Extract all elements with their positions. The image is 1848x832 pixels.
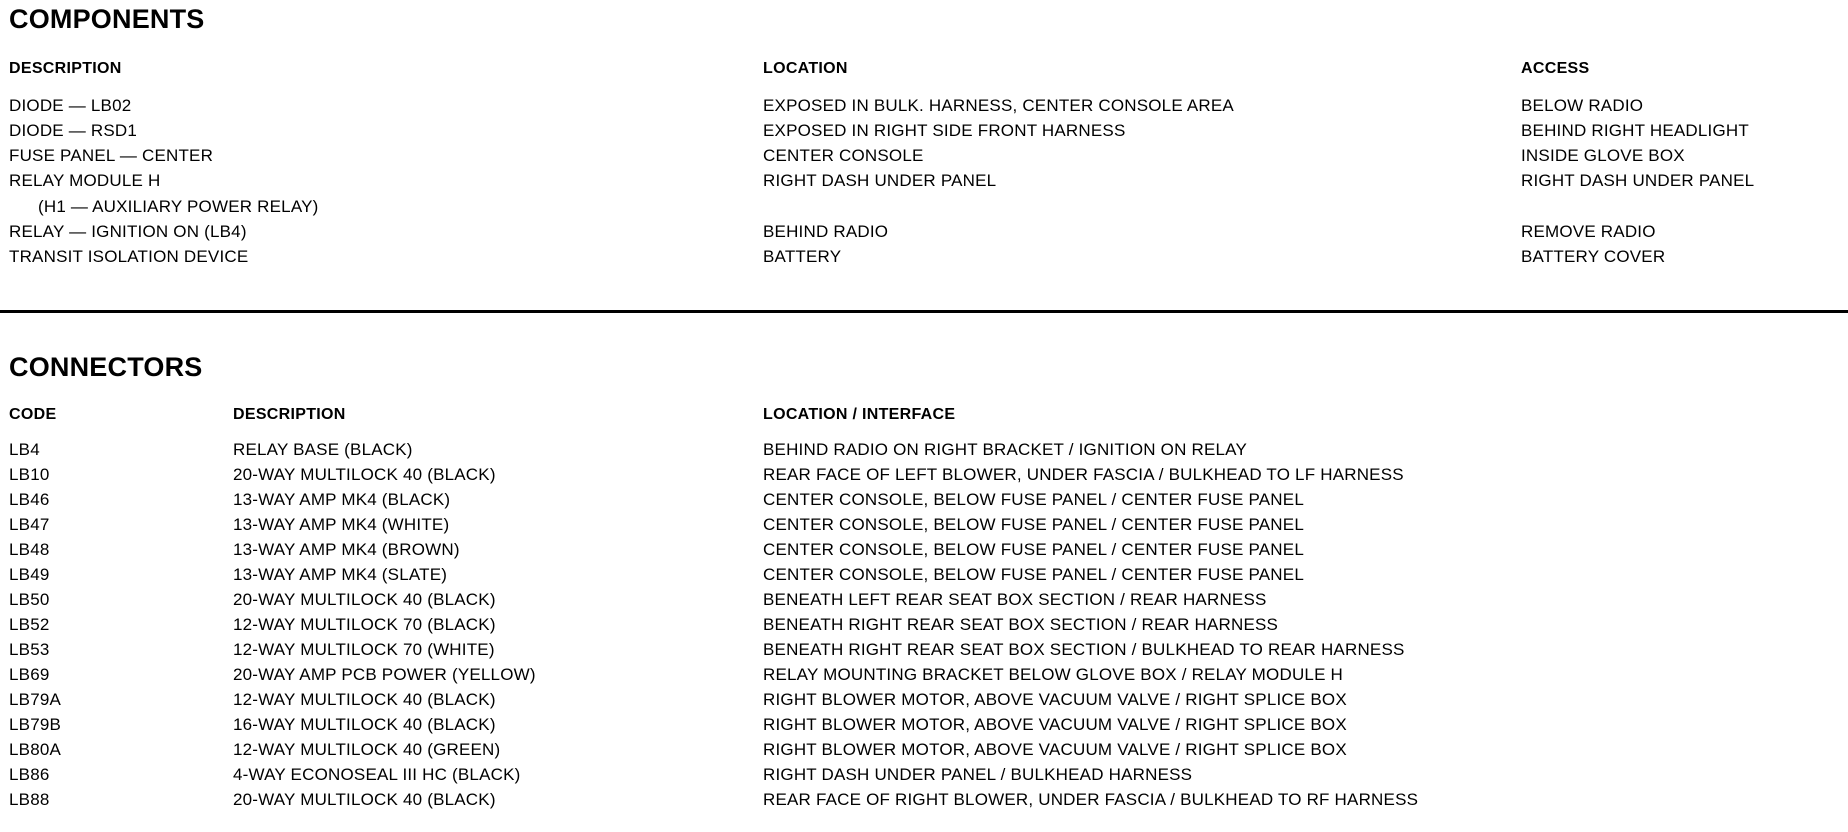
connector-location: RIGHT BLOWER MOTOR, ABOVE VACUUM VALVE / RIGHT SPLICE BOX <box>763 690 1347 709</box>
component-access: BATTERY COVER <box>1521 247 1666 266</box>
component-description: TRANSIT ISOLATION DEVICE <box>9 247 249 266</box>
section-divider <box>0 310 1848 313</box>
components-header-description: DESCRIPTION <box>9 60 122 77</box>
connector-code: LB10 <box>9 465 50 484</box>
connector-code: LB48 <box>9 540 50 559</box>
connector-description: 20-WAY MULTILOCK 40 (BLACK) <box>233 590 496 609</box>
connector-location: RIGHT BLOWER MOTOR, ABOVE VACUUM VALVE / RIGHT SPLICE BOX <box>763 715 1347 734</box>
components-title: COMPONENTS <box>9 4 205 34</box>
component-location: EXPOSED IN BULK. HARNESS, CENTER CONSOLE AREA <box>763 96 1234 115</box>
component-description: RELAY MODULE H <box>9 171 161 190</box>
connector-description: 20-WAY MULTILOCK 40 (BLACK) <box>233 465 496 484</box>
connectors-header-code: CODE <box>9 406 57 423</box>
component-description: RELAY — IGNITION ON (LB4) <box>9 222 247 241</box>
connectors-header-description: DESCRIPTION <box>233 406 346 423</box>
connector-location: RELAY MOUNTING BRACKET BELOW GLOVE BOX / RELAY MODULE H <box>763 665 1344 684</box>
component-access: BEHIND RIGHT HEADLIGHT <box>1521 121 1749 140</box>
connector-code: LB4 <box>9 440 40 459</box>
connector-location: REAR FACE OF RIGHT BLOWER, UNDER FASCIA / BULKHEAD TO RF HARNESS <box>763 790 1419 809</box>
connector-description: 13-WAY AMP MK4 (BLACK) <box>233 490 451 509</box>
component-access: BELOW RADIO <box>1521 96 1644 115</box>
component-access: REMOVE RADIO <box>1521 222 1656 241</box>
connector-description: 4-WAY ECONOSEAL III HC (BLACK) <box>233 765 521 784</box>
connector-location: CENTER CONSOLE, BELOW FUSE PANEL / CENTER FUSE PANEL <box>763 565 1304 584</box>
connector-location: RIGHT DASH UNDER PANEL / BULKHEAD HARNESS <box>763 765 1193 784</box>
components-header-location: LOCATION <box>763 60 848 77</box>
connector-description: 13-WAY AMP MK4 (SLATE) <box>233 565 448 584</box>
connector-description: 16-WAY MULTILOCK 40 (BLACK) <box>233 715 496 734</box>
component-description: FUSE PANEL — CENTER <box>9 146 214 165</box>
connectors-title: CONNECTORS <box>9 352 203 382</box>
component-location: EXPOSED IN RIGHT SIDE FRONT HARNESS <box>763 121 1126 140</box>
component-description: DIODE — RSD1 <box>9 121 138 140</box>
connector-location: RIGHT BLOWER MOTOR, ABOVE VACUUM VALVE / RIGHT SPLICE BOX <box>763 740 1347 759</box>
component-access: RIGHT DASH UNDER PANEL <box>1521 171 1755 190</box>
connector-code: LB88 <box>9 790 50 809</box>
connector-description: 12-WAY MULTILOCK 70 (BLACK) <box>233 615 496 634</box>
component-description-subline: (H1 — AUXILIARY POWER RELAY) <box>38 197 319 216</box>
connector-description: 20-WAY AMP PCB POWER (YELLOW) <box>233 665 536 684</box>
component-location: BATTERY <box>763 247 842 266</box>
connector-description: RELAY BASE (BLACK) <box>233 440 413 459</box>
component-access: INSIDE GLOVE BOX <box>1521 146 1685 165</box>
connector-location: CENTER CONSOLE, BELOW FUSE PANEL / CENTER FUSE PANEL <box>763 515 1304 534</box>
connector-description: 13-WAY AMP MK4 (WHITE) <box>233 515 450 534</box>
components-header-access: ACCESS <box>1521 60 1590 77</box>
connector-description: 12-WAY MULTILOCK 40 (BLACK) <box>233 690 496 709</box>
connector-location: REAR FACE OF LEFT BLOWER, UNDER FASCIA / BULKHEAD TO LF HARNESS <box>763 465 1404 484</box>
connector-code: LB46 <box>9 490 50 509</box>
connector-location: BENEATH LEFT REAR SEAT BOX SECTION / REAR HARNESS <box>763 590 1267 609</box>
connector-code: LB79A <box>9 690 62 709</box>
connector-location: BENEATH RIGHT REAR SEAT BOX SECTION / REAR HARNESS <box>763 615 1279 634</box>
connector-location: BENEATH RIGHT REAR SEAT BOX SECTION / BULKHEAD TO REAR HARNESS <box>763 640 1405 659</box>
component-location: BEHIND RADIO <box>763 222 889 241</box>
connector-code: LB80A <box>9 740 62 759</box>
connector-location: CENTER CONSOLE, BELOW FUSE PANEL / CENTER FUSE PANEL <box>763 540 1304 559</box>
connector-code: LB52 <box>9 615 50 634</box>
connector-location: BEHIND RADIO ON RIGHT BRACKET / IGNITION ON RELAY <box>763 440 1247 459</box>
connector-description: 20-WAY MULTILOCK 40 (BLACK) <box>233 790 496 809</box>
connector-location: CENTER CONSOLE, BELOW FUSE PANEL / CENTER FUSE PANEL <box>763 490 1304 509</box>
connector-code: LB50 <box>9 590 50 609</box>
connector-code: LB53 <box>9 640 50 659</box>
component-description: DIODE — LB02 <box>9 96 132 115</box>
component-location: RIGHT DASH UNDER PANEL <box>763 171 997 190</box>
connector-code: LB47 <box>9 515 50 534</box>
connector-code: LB79B <box>9 715 62 734</box>
component-location: CENTER CONSOLE <box>763 146 924 165</box>
connector-description: 13-WAY AMP MK4 (BROWN) <box>233 540 460 559</box>
connectors-header-location: LOCATION / INTERFACE <box>763 406 956 423</box>
connector-code: LB69 <box>9 665 50 684</box>
connector-description: 12-WAY MULTILOCK 70 (WHITE) <box>233 640 495 659</box>
connector-code: LB86 <box>9 765 50 784</box>
connector-code: LB49 <box>9 565 50 584</box>
connector-description: 12-WAY MULTILOCK 40 (GREEN) <box>233 740 501 759</box>
